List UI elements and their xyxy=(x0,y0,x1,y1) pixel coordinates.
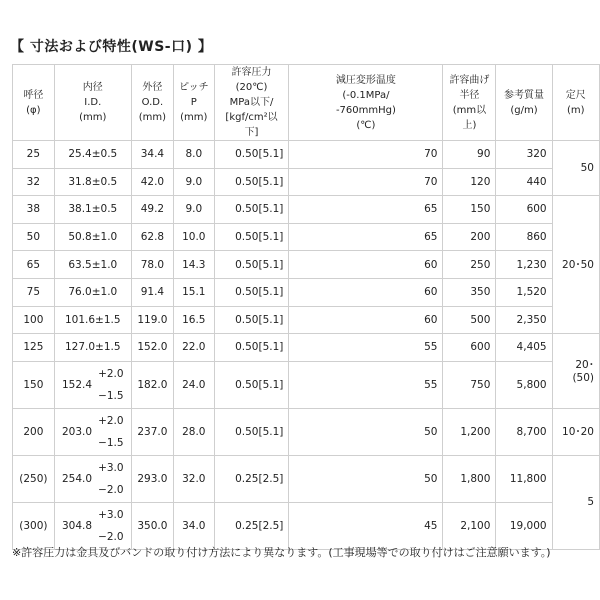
table-row xyxy=(13,278,600,306)
pitch: 9.0 xyxy=(173,196,214,224)
deformation-temp: 65 xyxy=(289,196,443,224)
reference-mass: 19,000 xyxy=(496,502,552,549)
header-line: (-0.1MPa/ xyxy=(342,89,390,101)
header-line: 定尺 xyxy=(565,89,586,101)
tolerance-plus: +2.0 xyxy=(98,367,124,380)
inner-diameter: 31.8±0.5 xyxy=(54,168,131,196)
inner-diameter: 50.8±1.0 xyxy=(54,223,131,251)
column-header xyxy=(214,65,289,141)
inner-diameter: 63.5±1.0 xyxy=(54,251,131,279)
table-row xyxy=(13,251,600,279)
inner-diameter: 101.6±1.5 xyxy=(54,306,131,334)
header-line: (mm以上) xyxy=(452,104,487,131)
table-row xyxy=(13,361,600,408)
tolerance-minus: −2.0 xyxy=(98,530,124,543)
table-row xyxy=(13,408,600,455)
inner-diameter-value: 203.0 xyxy=(62,425,93,438)
tolerance-plus: +2.0 xyxy=(98,414,124,427)
pitch: 15.1 xyxy=(173,278,214,306)
tolerance xyxy=(98,410,124,454)
table-row xyxy=(13,223,600,251)
header-line: (℃) xyxy=(356,119,376,131)
header-line: P xyxy=(190,97,197,108)
reference-mass: 600 xyxy=(496,196,552,224)
reference-mass: 1,520 xyxy=(496,278,552,306)
nominal-size: (250) xyxy=(13,455,55,502)
deformation-temp: 50 xyxy=(289,408,443,455)
allowable-pressure: 0.25[2.5] xyxy=(214,455,289,502)
table-row xyxy=(13,196,600,224)
bend-radius: 250 xyxy=(443,251,496,279)
deformation-temp: 70 xyxy=(289,141,443,169)
bend-radius: 750 xyxy=(443,361,496,408)
tolerance-plus: +3.0 xyxy=(98,461,124,474)
header-line: 参考質量 xyxy=(504,89,545,101)
outer-diameter: 119.0 xyxy=(131,306,173,334)
standard-length: 10･20 xyxy=(552,408,599,455)
pitch: 16.5 xyxy=(173,306,214,334)
inner-diameter xyxy=(54,455,131,502)
tolerance-plus: +3.0 xyxy=(98,508,124,521)
inner-diameter xyxy=(54,361,131,408)
allowable-pressure: 0.50[5.1] xyxy=(214,306,289,334)
column-header xyxy=(289,65,443,141)
pitch: 8.0 xyxy=(173,141,214,169)
bend-radius: 600 xyxy=(443,334,496,362)
tolerance xyxy=(98,457,124,501)
column-header xyxy=(131,65,173,141)
tolerance xyxy=(98,504,124,548)
outer-diameter: 42.0 xyxy=(131,168,173,196)
header-line: -760mmHg) xyxy=(335,104,396,116)
column-header xyxy=(54,65,131,141)
allowable-pressure: 0.50[5.1] xyxy=(214,361,289,408)
nominal-size: 125 xyxy=(13,334,55,362)
bend-radius: 500 xyxy=(443,306,496,334)
nominal-size: 38 xyxy=(13,196,55,224)
standard-length: 5 xyxy=(552,455,599,549)
header-line: MPa以下/ xyxy=(229,97,274,108)
bend-radius: 1,200 xyxy=(443,408,496,455)
pitch: 34.0 xyxy=(173,502,214,549)
inner-diameter: 76.0±1.0 xyxy=(54,278,131,306)
allowable-pressure: 0.50[5.1] xyxy=(214,141,289,169)
outer-diameter: 62.8 xyxy=(131,223,173,251)
table-row xyxy=(13,334,600,362)
nominal-size: 100 xyxy=(13,306,55,334)
inner-diameter xyxy=(54,502,131,549)
nominal-size: 65 xyxy=(13,251,55,279)
bend-radius: 200 xyxy=(443,223,496,251)
tolerance-minus: −2.0 xyxy=(98,483,124,496)
section-title: 【 寸法および特性(WS-口) 】 xyxy=(10,39,213,55)
allowable-pressure: 0.50[5.1] xyxy=(214,408,289,455)
header-line: (m) xyxy=(567,104,585,116)
header-line: 許容曲げ xyxy=(449,74,490,86)
column-header xyxy=(552,65,599,141)
outer-diameter: 34.4 xyxy=(131,141,173,169)
bend-radius: 1,800 xyxy=(443,455,496,502)
allowable-pressure: 0.50[5.1] xyxy=(214,334,289,362)
column-header xyxy=(13,65,55,141)
inner-diameter: 127.0±1.5 xyxy=(54,334,131,362)
column-header xyxy=(173,65,214,141)
deformation-temp: 60 xyxy=(289,278,443,306)
nominal-size: 50 xyxy=(13,223,55,251)
header-line: 半径 xyxy=(459,89,480,101)
outer-diameter: 182.0 xyxy=(131,361,173,408)
reference-mass: 8,700 xyxy=(496,408,552,455)
outer-diameter: 91.4 xyxy=(131,278,173,306)
deformation-temp: 55 xyxy=(289,361,443,408)
outer-diameter: 237.0 xyxy=(131,408,173,455)
header-line: 許容圧力 xyxy=(231,67,272,78)
column-header xyxy=(443,65,496,141)
outer-diameter: 350.0 xyxy=(131,502,173,549)
footnote: ※許容圧力は金具及びバンドの取り付け方法により異なります。(工事現場等での取り付けはご注意願います。) xyxy=(12,546,551,559)
header-line: (mm) xyxy=(180,112,208,123)
nominal-size: 200 xyxy=(13,408,55,455)
table-row xyxy=(13,502,600,549)
header-row xyxy=(13,65,600,141)
outer-diameter: 49.2 xyxy=(131,196,173,224)
nominal-size: 75 xyxy=(13,278,55,306)
allowable-pressure: 0.50[5.1] xyxy=(214,251,289,279)
header-line: (g/m) xyxy=(510,104,538,116)
header-line: O.D. xyxy=(141,97,164,108)
outer-diameter: 152.0 xyxy=(131,334,173,362)
pitch: 10.0 xyxy=(173,223,214,251)
inner-diameter-value: 254.0 xyxy=(62,472,93,485)
inner-diameter-value: 152.4 xyxy=(62,378,93,391)
header-line: (mm) xyxy=(79,112,107,123)
tolerance-minus: −1.5 xyxy=(98,389,124,402)
pitch: 28.0 xyxy=(173,408,214,455)
header-line: (mm) xyxy=(138,112,167,123)
allowable-pressure: 0.50[5.1] xyxy=(214,278,289,306)
deformation-temp: 55 xyxy=(289,334,443,362)
header-line: 内径 xyxy=(82,82,103,93)
deformation-temp: 65 xyxy=(289,223,443,251)
pitch: 24.0 xyxy=(173,361,214,408)
table-row xyxy=(13,141,600,169)
inner-diameter: 25.4±0.5 xyxy=(54,141,131,169)
allowable-pressure: 0.50[5.1] xyxy=(214,196,289,224)
deformation-temp: 60 xyxy=(289,306,443,334)
inner-diameter-value: 304.8 xyxy=(62,519,93,532)
pitch: 32.0 xyxy=(173,455,214,502)
table-row xyxy=(13,455,600,502)
reference-mass: 1,230 xyxy=(496,251,552,279)
standard-length: 50 xyxy=(552,141,599,196)
bend-radius: 350 xyxy=(443,278,496,306)
bend-radius: 90 xyxy=(443,141,496,169)
reference-mass: 4,405 xyxy=(496,334,552,362)
allowable-pressure: 0.50[5.1] xyxy=(214,223,289,251)
nominal-size: 25 xyxy=(13,141,55,169)
header-line: I.D. xyxy=(84,97,102,108)
bend-radius: 150 xyxy=(443,196,496,224)
header-line: (φ) xyxy=(26,104,41,116)
tolerance xyxy=(98,363,124,407)
reference-mass: 2,350 xyxy=(496,306,552,334)
reference-mass: 440 xyxy=(496,168,552,196)
nominal-size: (300) xyxy=(13,502,55,549)
nominal-size: 150 xyxy=(13,361,55,408)
inner-diameter: 38.1±0.5 xyxy=(54,196,131,224)
deformation-temp: 45 xyxy=(289,502,443,549)
bend-radius: 2,100 xyxy=(443,502,496,549)
allowable-pressure: 0.50[5.1] xyxy=(214,168,289,196)
standard-length: 20･50 xyxy=(552,196,599,334)
reference-mass: 860 xyxy=(496,223,552,251)
deformation-temp: 60 xyxy=(289,251,443,279)
standard-length: 20･(50) xyxy=(552,334,599,409)
column-header xyxy=(496,65,552,141)
header-line: 呼径 xyxy=(23,89,44,101)
header-line: 外径 xyxy=(142,82,163,93)
outer-diameter: 293.0 xyxy=(131,455,173,502)
tolerance-minus: −1.5 xyxy=(98,436,124,449)
allowable-pressure: 0.25[2.5] xyxy=(214,502,289,549)
reference-mass: 5,800 xyxy=(496,361,552,408)
pitch: 14.3 xyxy=(173,251,214,279)
nominal-size: 32 xyxy=(13,168,55,196)
header-line: ピッチ xyxy=(179,82,209,93)
spec-table xyxy=(12,64,600,550)
inner-diameter xyxy=(54,408,131,455)
pitch: 9.0 xyxy=(173,168,214,196)
header-line: 減圧変形温度 xyxy=(335,74,396,86)
reference-mass: 11,800 xyxy=(496,455,552,502)
bend-radius: 120 xyxy=(443,168,496,196)
header-line: (20℃) xyxy=(235,82,268,93)
deformation-temp: 70 xyxy=(289,168,443,196)
pitch: 22.0 xyxy=(173,334,214,362)
table-row xyxy=(13,168,600,196)
header-line: [kgf/cm²以下] xyxy=(225,112,278,138)
reference-mass: 320 xyxy=(496,141,552,169)
outer-diameter: 78.0 xyxy=(131,251,173,279)
deformation-temp: 50 xyxy=(289,455,443,502)
table-row xyxy=(13,306,600,334)
